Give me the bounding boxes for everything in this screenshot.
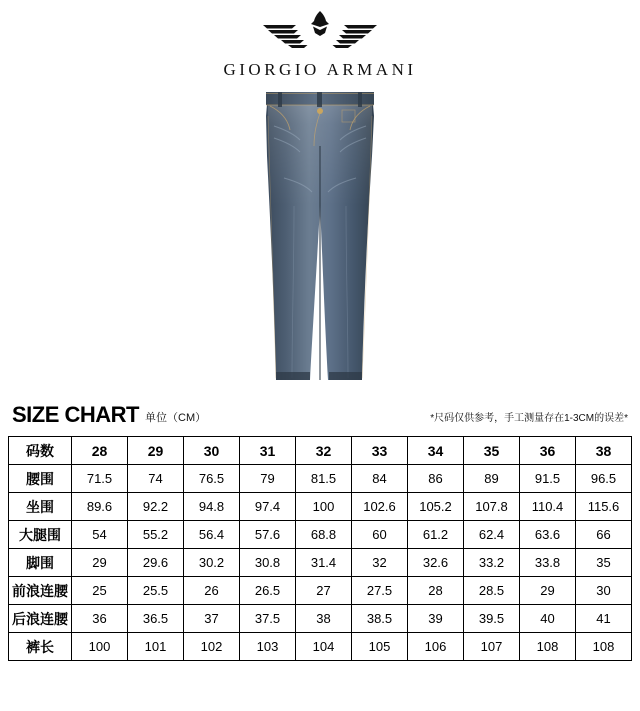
table-cell: 40 (520, 605, 576, 633)
table-cell: 30.2 (184, 549, 240, 577)
table-cell: 28.5 (464, 577, 520, 605)
measurement-note: *尺码仅供参考，手工测量存在1-3CM的误差* (430, 413, 628, 424)
table-cell: 33.2 (464, 549, 520, 577)
table-cell: 89 (464, 465, 520, 493)
table-cell: 103 (240, 633, 296, 661)
table-cell: 107 (464, 633, 520, 661)
brand-header (0, 0, 640, 80)
table-cell: 102 (184, 633, 240, 661)
table-cell: 56.4 (184, 521, 240, 549)
table-cell: 35 (576, 549, 632, 577)
table-cell: 29 (520, 577, 576, 605)
column-header-size: 31 (240, 437, 296, 465)
size-table (8, 436, 632, 661)
table-row (9, 549, 632, 577)
table-cell: 115.6 (576, 493, 632, 521)
column-header-size: 29 (128, 437, 184, 465)
table-cell: 29.6 (128, 549, 184, 577)
table-cell: 97.4 (240, 493, 296, 521)
column-header-size: 34 (408, 437, 464, 465)
table-cell: 86 (408, 465, 464, 493)
table-cell: 66 (576, 521, 632, 549)
table-cell: 41 (576, 605, 632, 633)
table-row (9, 521, 632, 549)
row-header-measure: 脚围 (9, 549, 72, 577)
table-row (9, 493, 632, 521)
table-cell: 63.6 (520, 521, 576, 549)
table-cell: 32.6 (408, 549, 464, 577)
row-header-measure: 裤长 (9, 633, 72, 661)
table-cell: 30.8 (240, 549, 296, 577)
table-cell: 105 (352, 633, 408, 661)
table-row (9, 605, 632, 633)
table-row (9, 577, 632, 605)
row-header-measure: 坐围 (9, 493, 72, 521)
table-cell: 37.5 (240, 605, 296, 633)
row-header-measure: 前浪连腰 (9, 577, 72, 605)
page-title: SIZE CHART (12, 402, 139, 427)
table-cell: 39 (408, 605, 464, 633)
table-cell: 106 (408, 633, 464, 661)
row-header-measure: 腰围 (9, 465, 72, 493)
table-cell: 107.8 (464, 493, 520, 521)
table-cell: 36 (72, 605, 128, 633)
table-cell: 38 (296, 605, 352, 633)
size-chart-heading (0, 398, 640, 428)
column-header-size: 38 (576, 437, 632, 465)
table-cell: 29 (72, 549, 128, 577)
table-cell: 55.2 (128, 521, 184, 549)
denim-jeans-photo (254, 86, 386, 386)
column-header-size: 35 (464, 437, 520, 465)
table-cell: 25.5 (128, 577, 184, 605)
table-cell: 101 (128, 633, 184, 661)
table-cell: 104 (296, 633, 352, 661)
table-cell: 62.4 (464, 521, 520, 549)
column-header-size: 30 (184, 437, 240, 465)
column-header-size: 36 (520, 437, 576, 465)
row-header-measure: 后浪连腰 (9, 605, 72, 633)
table-cell: 30 (576, 577, 632, 605)
armani-eagle-icon (261, 10, 379, 52)
table-cell: 100 (296, 493, 352, 521)
table-cell: 71.5 (72, 465, 128, 493)
table-header-row (9, 437, 632, 465)
table-cell: 26.5 (240, 577, 296, 605)
table-cell: 96.5 (576, 465, 632, 493)
column-header-size: 32 (296, 437, 352, 465)
table-cell: 57.6 (240, 521, 296, 549)
row-header-measure: 大腿围 (9, 521, 72, 549)
table-cell: 91.5 (520, 465, 576, 493)
table-cell: 108 (576, 633, 632, 661)
table-cell: 110.4 (520, 493, 576, 521)
table-cell: 33.8 (520, 549, 576, 577)
table-cell: 74 (128, 465, 184, 493)
table-cell: 26 (184, 577, 240, 605)
table-cell: 102.6 (352, 493, 408, 521)
table-cell: 31.4 (296, 549, 352, 577)
table-cell: 32 (352, 549, 408, 577)
table-corner-header: 码数 (9, 437, 72, 465)
size-table-wrap (0, 436, 640, 661)
unit-label: 单位（CM） (145, 412, 207, 424)
table-cell: 105.2 (408, 493, 464, 521)
column-header-size: 33 (352, 437, 408, 465)
table-cell: 68.8 (296, 521, 352, 549)
table-row (9, 633, 632, 661)
column-header-size: 28 (72, 437, 128, 465)
table-cell: 27 (296, 577, 352, 605)
table-cell: 81.5 (296, 465, 352, 493)
table-cell: 60 (352, 521, 408, 549)
table-row (9, 465, 632, 493)
table-cell: 25 (72, 577, 128, 605)
table-cell: 108 (520, 633, 576, 661)
table-cell: 54 (72, 521, 128, 549)
table-cell: 37 (184, 605, 240, 633)
table-cell: 61.2 (408, 521, 464, 549)
table-cell: 79 (240, 465, 296, 493)
table-cell: 100 (72, 633, 128, 661)
table-cell: 38.5 (352, 605, 408, 633)
table-cell: 84 (352, 465, 408, 493)
table-cell: 28 (408, 577, 464, 605)
table-cell: 36.5 (128, 605, 184, 633)
table-cell: 76.5 (184, 465, 240, 493)
table-cell: 92.2 (128, 493, 184, 521)
table-cell: 39.5 (464, 605, 520, 633)
table-cell: 89.6 (72, 493, 128, 521)
brand-name: GIORGIO ARMANI (223, 60, 417, 79)
table-cell: 94.8 (184, 493, 240, 521)
product-photo (0, 86, 640, 386)
table-cell: 27.5 (352, 577, 408, 605)
